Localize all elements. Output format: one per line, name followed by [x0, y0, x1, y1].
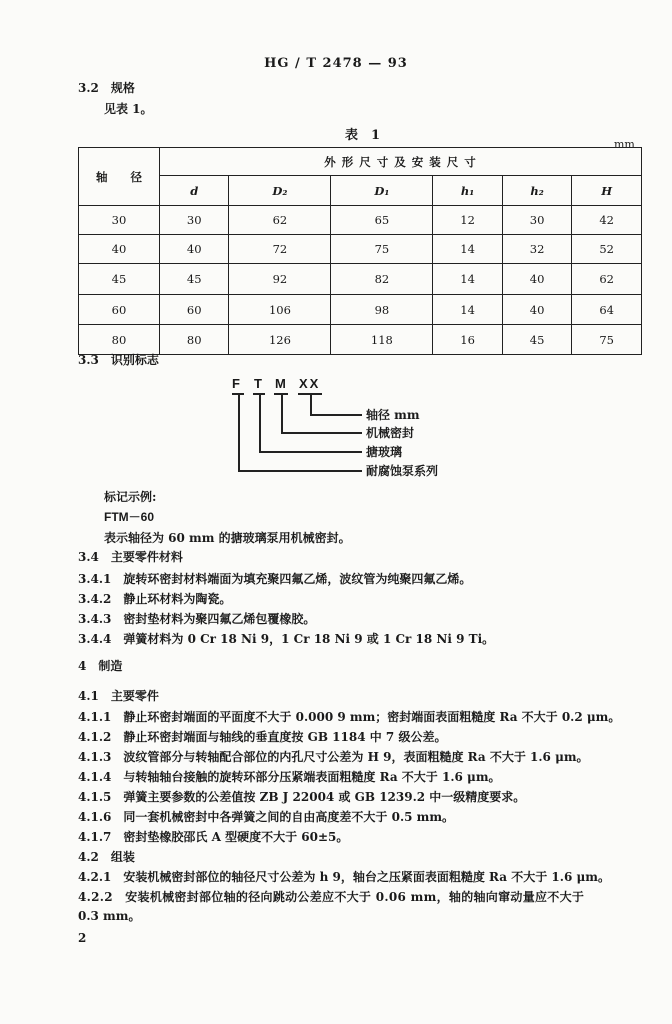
table-cell: 45 — [79, 264, 160, 295]
leader-t — [259, 395, 261, 452]
example-heading: 标记示例: — [104, 490, 157, 504]
table-cell: 30 — [502, 206, 571, 235]
clause-number: 4.1.3 — [78, 750, 112, 764]
clause-number: 4.1.7 — [78, 830, 112, 844]
table-cell: 30 — [79, 206, 160, 235]
leader-xx-h — [310, 414, 362, 416]
clause-number: 3.4.2 — [78, 592, 112, 606]
table-cell: 62 — [229, 206, 331, 235]
section-4-2-heading — [78, 849, 135, 865]
section-title: 主要零件材料 — [110, 550, 183, 564]
table-cell: 75 — [331, 235, 433, 264]
table-cell: 80 — [160, 325, 229, 355]
clause-text: 静止环材料为陶瓷。 — [123, 592, 232, 606]
section-title: 组装 — [110, 850, 135, 864]
clause-4-2-2 — [78, 889, 584, 905]
clause-text: 与转轴轴台接触的旋转环部分压紧端表面粗糙度 Ra 不大于 1.6 μm。 — [123, 770, 501, 784]
column-header: H — [572, 176, 642, 206]
table-cell: 30 — [160, 206, 229, 235]
table-cell: 72 — [229, 235, 331, 264]
clause-4-1-2 — [78, 729, 446, 745]
table-row — [79, 206, 642, 235]
table-row — [79, 295, 642, 325]
clause-number: 4.1.6 — [78, 810, 112, 824]
clause-3-4-4 — [78, 631, 494, 647]
clause-number: 4.1.1 — [78, 710, 112, 724]
table-cell: 64 — [572, 295, 642, 325]
clause-number: 4.1.5 — [78, 790, 112, 804]
page-number: 2 — [78, 931, 87, 945]
section-3-2-body: 见表 1。 — [104, 102, 153, 116]
table-cell: 12 — [433, 206, 502, 235]
section-4-1-heading — [78, 688, 159, 704]
section-number: 4.1 — [78, 689, 99, 703]
clause-text: 同一套机械密封中各弹簧之间的自由高度差不大于 0.5 mm。 — [123, 810, 455, 824]
clause-4-2-2-continued: 0.3 mm。 — [78, 909, 141, 923]
table-cell: 45 — [502, 325, 571, 355]
label-mechanical-seal: 机械密封 — [366, 426, 415, 440]
table-unit: mm — [614, 138, 635, 151]
section-3-2-heading — [78, 80, 135, 96]
clause-4-1-4 — [78, 769, 501, 785]
clause-text: 安装机械密封部位的轴径尺寸公差为 h 9，轴台之压紧面表面粗糙度 Ra 不大于 1.6 μm。 — [123, 870, 610, 884]
section-number: 3.4 — [78, 550, 99, 564]
clause-4-1-3 — [78, 749, 589, 765]
table-row — [79, 264, 642, 295]
table-cell: 14 — [433, 295, 502, 325]
clause-number: 4.2.1 — [78, 870, 112, 884]
clause-number: 3.4.3 — [78, 612, 112, 626]
table-cell: 126 — [229, 325, 331, 355]
table-cell: 92 — [229, 264, 331, 295]
clause-number: 3.4.1 — [78, 572, 112, 586]
clause-4-1-5 — [78, 789, 525, 805]
label-shaft-diameter: 轴径 mm — [366, 408, 420, 422]
table-row — [79, 325, 642, 355]
table-cell: 118 — [331, 325, 433, 355]
table-cell: 65 — [331, 206, 433, 235]
code-letter-m: M — [275, 376, 288, 391]
table-cell: 40 — [79, 235, 160, 264]
table-cell: 40 — [502, 295, 571, 325]
leader-f — [238, 395, 240, 471]
table-caption: 表 1 — [345, 128, 381, 143]
section-title: 识别标志 — [110, 353, 159, 367]
clause-number: 4.2.2 — [78, 890, 113, 904]
table-cell: 40 — [160, 235, 229, 264]
table-cell: 82 — [331, 264, 433, 295]
clause-text: 弹簧材料为 0 Cr 18 Ni 9，1 Cr 18 Ni 9 或 1 Cr 18 Ni 9 Ti。 — [123, 632, 495, 646]
spec-table — [78, 147, 642, 355]
table-cell: 32 — [502, 235, 571, 264]
clause-3-4-3 — [78, 611, 315, 627]
table-cell: 40 — [502, 264, 571, 295]
clause-3-4-2 — [78, 591, 231, 607]
clause-number: 3.4.4 — [78, 632, 112, 646]
clause-4-1-7 — [78, 829, 348, 845]
page-header: HG / T 2478 — 93 — [264, 56, 408, 71]
table-cell: 80 — [79, 325, 160, 355]
section-number: 4 — [78, 659, 87, 673]
table-cell: 62 — [572, 264, 642, 295]
table-cell: 52 — [572, 235, 642, 264]
leader-f-h — [238, 470, 362, 472]
section-4-heading — [78, 658, 122, 674]
clause-text: 密封垫材料为聚四氟乙烯包覆橡胶。 — [123, 612, 316, 626]
column-header: h₁ — [433, 176, 502, 206]
table-cell: 14 — [433, 235, 502, 264]
clause-4-1-1 — [78, 709, 620, 725]
clause-text: 波纹管部分与转轴配合部位的内孔尺寸公差为 H 9，表面粗糙度 Ra 不大于 1.6 μm。 — [123, 750, 589, 764]
clause-3-4-1 — [78, 571, 471, 587]
clause-text: 静止环密封端面与轴线的垂直度按 GB 1184 中 7 级公差。 — [123, 730, 447, 744]
column-header: d — [160, 176, 229, 206]
code-letter-f: F — [232, 376, 242, 391]
section-title: 主要零件 — [110, 689, 159, 703]
table-cell: 14 — [433, 264, 502, 295]
clause-number: 4.1.2 — [78, 730, 112, 744]
section-number: 3.2 — [78, 81, 99, 95]
section-3-3-heading — [78, 352, 159, 368]
table-cell: 45 — [160, 264, 229, 295]
code-letters-xx: XX — [299, 376, 321, 391]
section-number: 4.2 — [78, 850, 99, 864]
table-cell: 98 — [331, 295, 433, 325]
shaft-header: 轴 径 — [79, 148, 160, 206]
leader-xx — [310, 395, 312, 415]
clause-text: 旋转环密封材料端面为填充聚四氟乙烯，波纹管为纯聚四氟乙烯。 — [123, 572, 472, 586]
table-cell: 60 — [79, 295, 160, 325]
clause-4-2-1 — [78, 869, 610, 885]
table-cell: 75 — [572, 325, 642, 355]
clause-text: 弹簧主要参数的公差值按 ZB J 22004 或 GB 1239.2 中一级精度要求。 — [123, 790, 526, 804]
label-pump-series: 耐腐蚀泵系列 — [366, 464, 439, 478]
column-header: D₁ — [331, 176, 433, 206]
column-header: D₂ — [229, 176, 331, 206]
label-glass-lined: 搪玻璃 — [366, 445, 403, 459]
table-cell: 106 — [229, 295, 331, 325]
group-header: 外 形 尺 寸 及 安 装 尺 寸 — [160, 148, 642, 176]
table-cell: 42 — [572, 206, 642, 235]
clause-4-1-6 — [78, 809, 454, 825]
clause-text: 安装机械密封部位轴的径向跳动公差应不大于 0.06 mm，轴的轴向窜动量应不大于 — [125, 890, 585, 904]
example-code: FTM－60 — [104, 510, 155, 524]
column-header: h₂ — [502, 176, 571, 206]
table-row — [79, 235, 642, 264]
example-description: 表示轴径为 60 mm 的搪玻璃泵用机械密封。 — [104, 531, 351, 545]
section-number: 3.3 — [78, 353, 99, 367]
table-cell: 16 — [433, 325, 502, 355]
clause-text: 密封垫橡胶邵氏 A 型硬度不大于 60±5。 — [123, 830, 349, 844]
leader-m-h — [281, 432, 362, 434]
leader-t-h — [259, 451, 362, 453]
code-letter-t: T — [254, 376, 264, 391]
section-3-4-heading — [78, 549, 183, 565]
section-title: 制造 — [98, 659, 123, 673]
leader-m — [281, 395, 283, 433]
clause-number: 4.1.4 — [78, 770, 112, 784]
section-title: 规格 — [110, 81, 135, 95]
table-cell: 60 — [160, 295, 229, 325]
clause-text: 静止环密封端面的平面度不大于 0.000 9 mm；密封端面表面粗糙度 Ra 不大于 0.2 μm。 — [123, 710, 621, 724]
